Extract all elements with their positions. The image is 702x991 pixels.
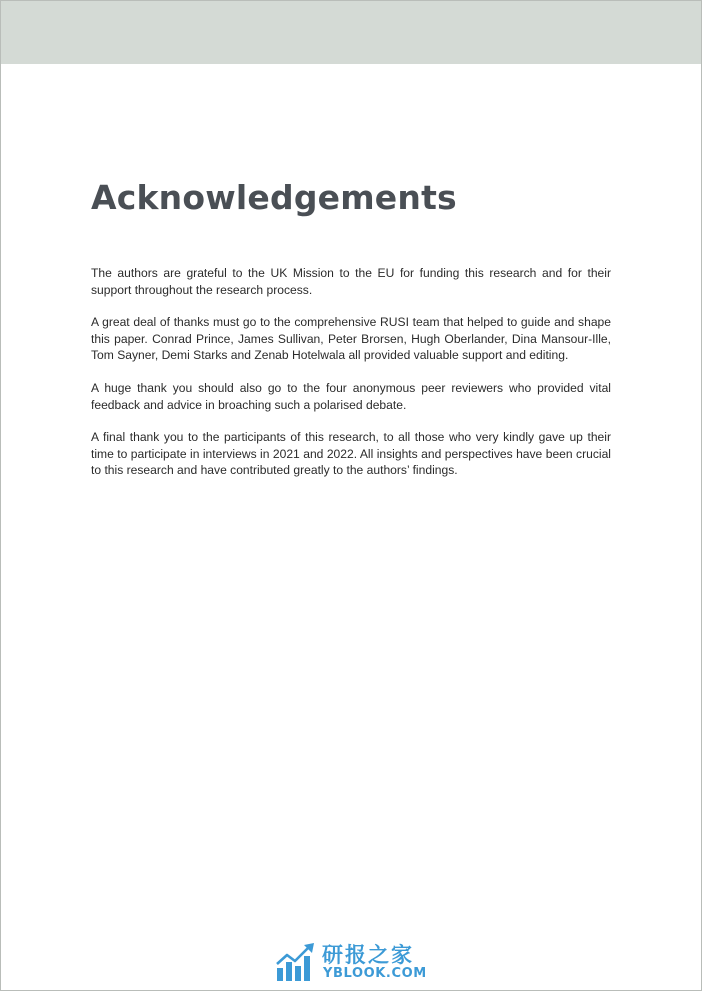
paragraph-funding: The authors are grateful to the UK Mission to the EU for funding this research and for their support throughout the research process. — [91, 266, 611, 297]
watermark-site-text: YBLOOK.COM — [323, 966, 427, 981]
paragraph-participants: A final thank you to the participants of this research, to all those who very kindly gave up their time to participate in interviews in 2021 and 2022. All insights and perspectives have been crucial to this research and have contributed greatly to the authors’ findings. — [91, 430, 611, 478]
paragraph-rusi-team: A great deal of thanks must go to the comprehensive RUSI team that helped to guide and shape this paper. Conrad Prince, James Sullivan, Peter Brorsen, Hugh Oberlander, Dina Mansour-Ille, Tom Sayner, Demi Starks and Zenab Hotelwala all provided valuable support and editing. — [91, 315, 611, 363]
header-band — [1, 1, 701, 64]
page-title: Acknowledgements — [91, 178, 457, 217]
watermark-logo — [275, 940, 435, 984]
bar-chart-arrow-icon — [275, 942, 317, 982]
acknowledgements-body — [91, 265, 611, 495]
watermark-chinese-text: 研报之家 — [322, 943, 414, 967]
paragraph-peer-reviewers: A huge thank you should also go to the four anonymous peer reviewers who provided vital feedback and advice in broaching such a polarised debate. — [91, 380, 611, 412]
